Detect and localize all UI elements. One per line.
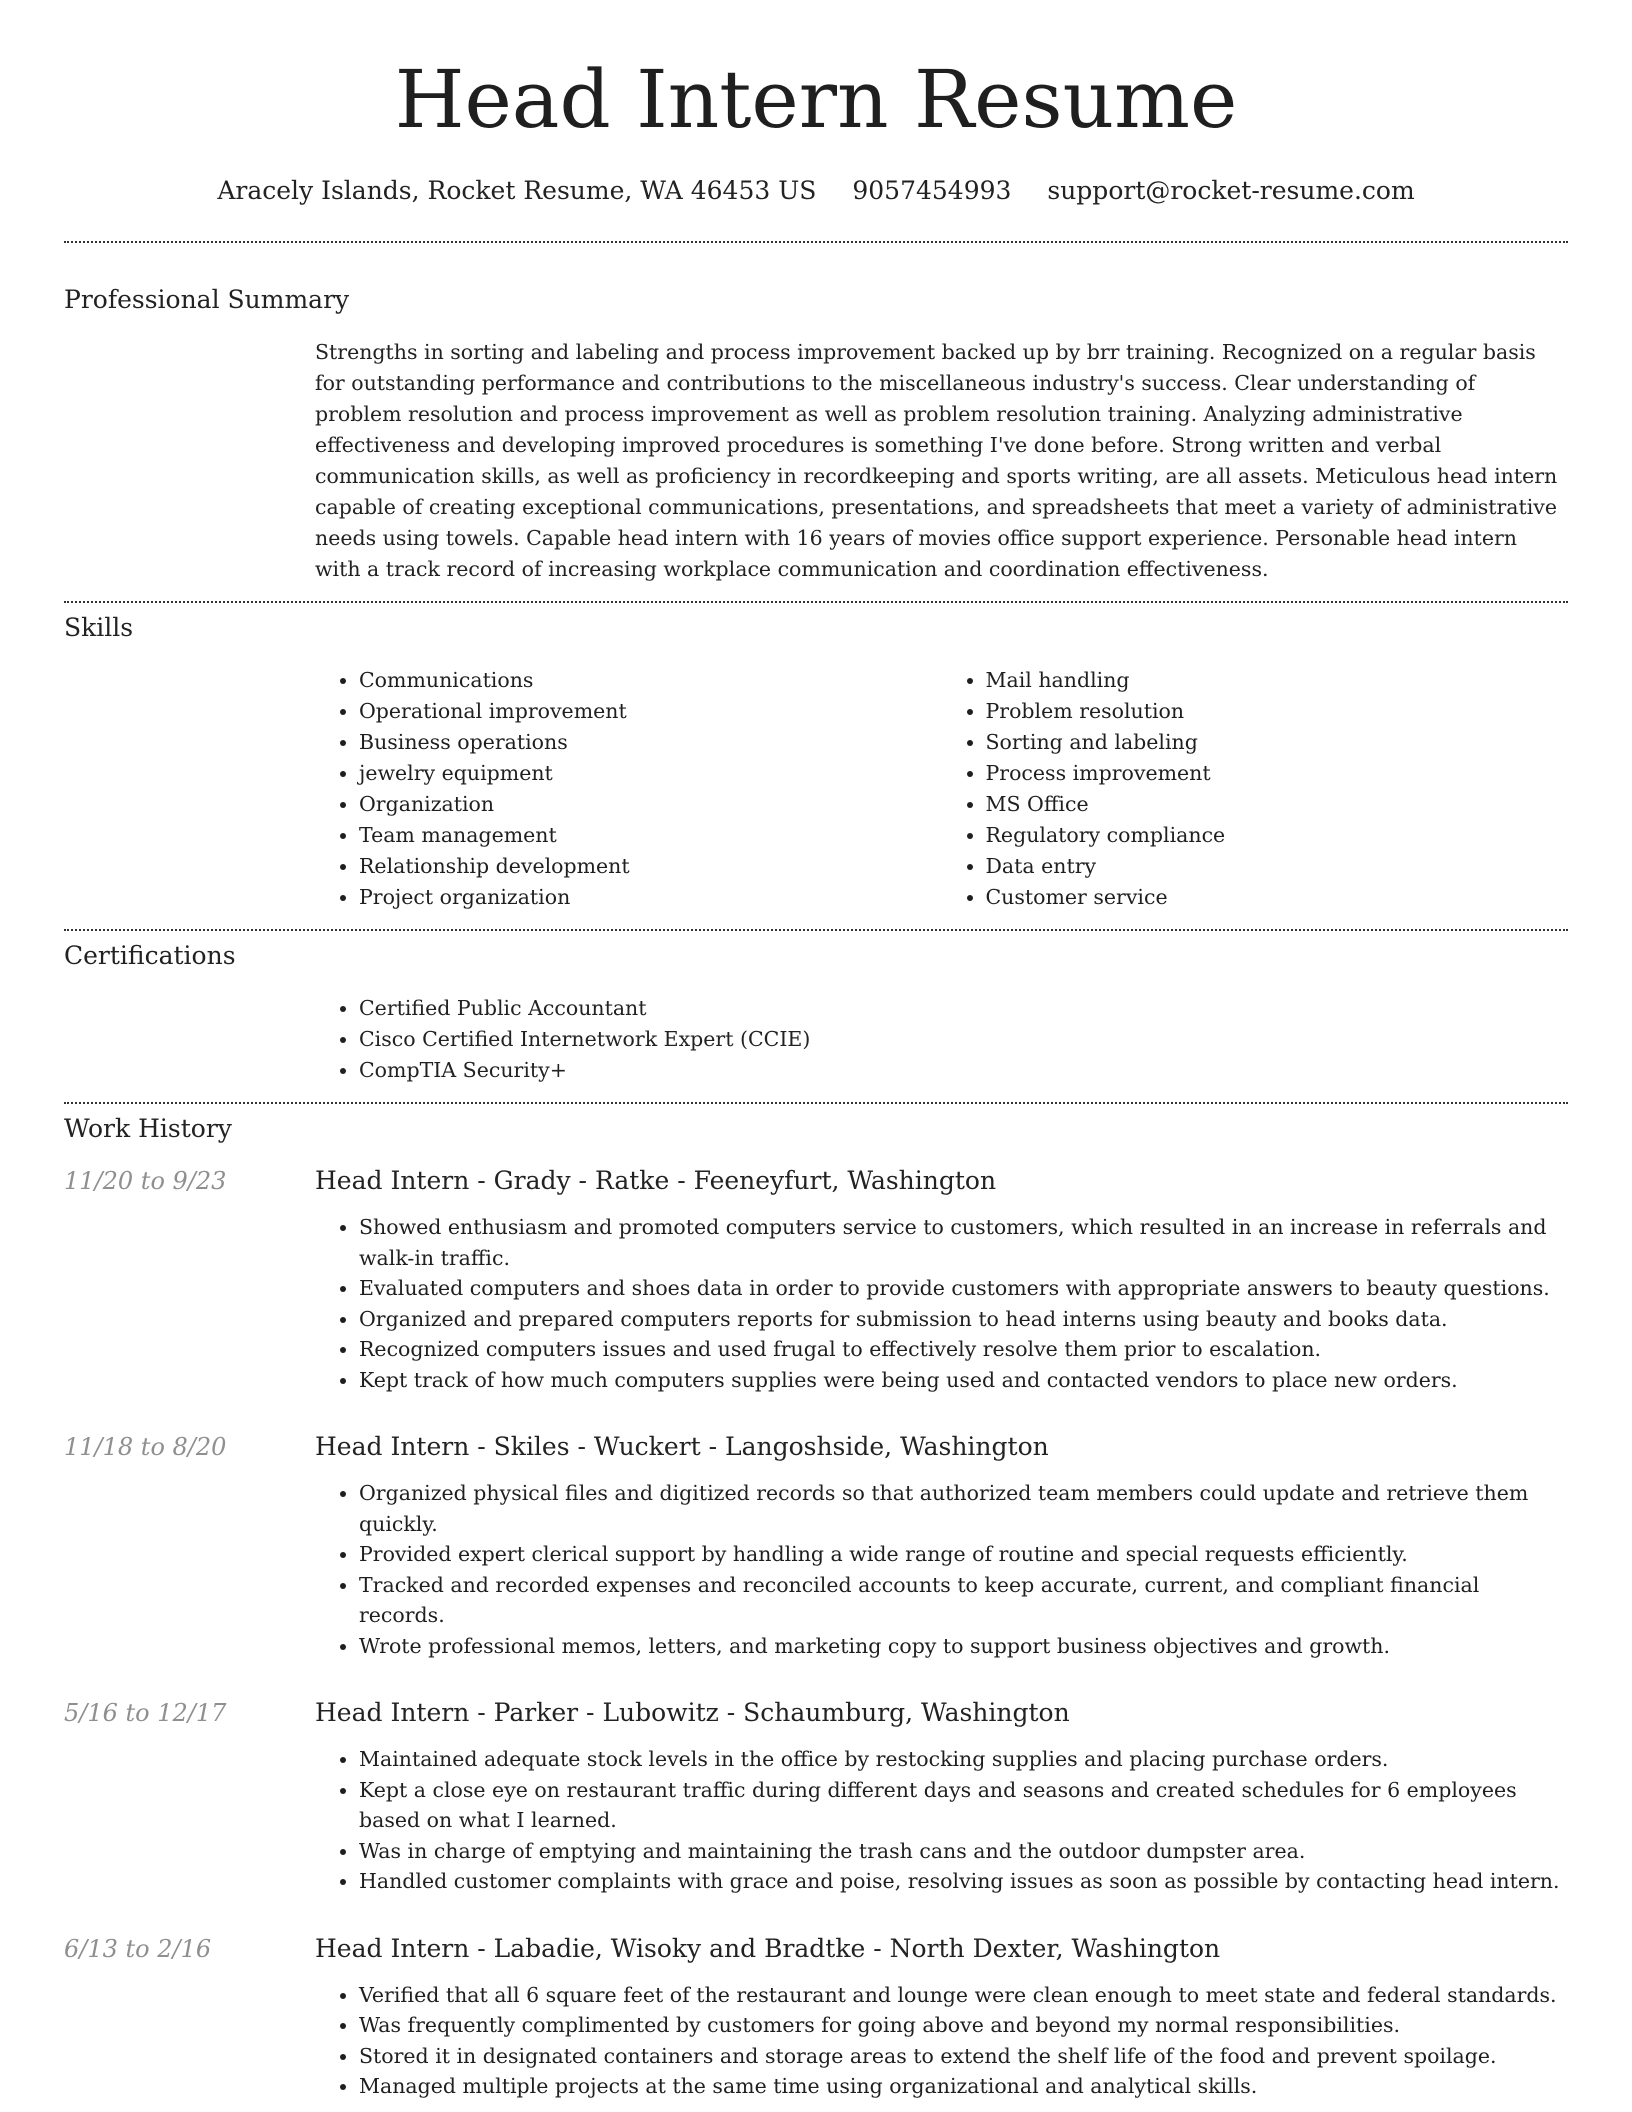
skill-item: • Team management bbox=[359, 820, 942, 851]
skills-section bbox=[64, 603, 1568, 913]
job-bullet: • Was frequently complimented by customers for going above and beyond my normal responsibilities. bbox=[359, 2010, 1568, 2041]
job-bullet: • Wrote professional memos, letters, and marketing copy to support business objectives and growth. bbox=[359, 1631, 1568, 1662]
skill-item: • Project organization bbox=[359, 882, 942, 913]
job-title: Head Intern - Parker - Lubowitz - Schaumburg, Washington bbox=[315, 1698, 1070, 1727]
summary-section bbox=[64, 243, 1568, 585]
certifications-body bbox=[315, 993, 1568, 1086]
job-title: Head Intern - Skiles - Wuckert - Langoshside, Washington bbox=[315, 1432, 1049, 1461]
skill-item: • Mail handling bbox=[986, 665, 1569, 696]
certification-item: • Cisco Certified Internetwork Expert (CCIE) bbox=[359, 1024, 1568, 1055]
section-heading-skills: Skills bbox=[64, 613, 134, 642]
skill-item: • Relationship development bbox=[359, 851, 942, 882]
job-bullet: • Managed multiple projects at the same time using organizational and analytical skills. bbox=[359, 2071, 1568, 2102]
skill-item: • Business operations bbox=[359, 727, 942, 758]
job-bullet: • Organized physical files and digitized records so that authorized team members could update and retrieve them quickly. bbox=[359, 1478, 1568, 1539]
job-bullet: • Tracked and recorded expenses and reconciled accounts to keep accurate, current, and compliant financial records. bbox=[359, 1570, 1568, 1631]
job-bullet: • Kept track of how much computers supplies were being used and contacted vendors to place new orders. bbox=[359, 1365, 1568, 1396]
certifications-section bbox=[64, 931, 1568, 1086]
job-main bbox=[315, 1697, 1568, 1897]
job-bullets bbox=[315, 1212, 1568, 1395]
job-bullet: • Verified that all 6 square feet of the restaurant and lounge were clean enough to meet state and federal standards. bbox=[359, 1980, 1568, 2011]
job-title: Head Intern - Labadie, Wisoky and Bradtke - North Dexter, Washington bbox=[315, 1933, 1221, 1963]
job-entry bbox=[64, 1697, 1568, 1897]
job-entry bbox=[64, 1165, 1568, 1395]
contact-line bbox=[64, 176, 1568, 205]
job-bullet: • Organized and prepared computers reports for submission to head interns using beauty and books data. bbox=[359, 1304, 1568, 1335]
skills-list-left bbox=[315, 665, 942, 913]
job-bullet: • Kept a close eye on restaurant traffic during different days and seasons and created schedules for 6 employees based on what I learned. bbox=[359, 1775, 1568, 1836]
contact-email: support@rocket-resume.com bbox=[1047, 176, 1415, 205]
job-bullet: • Was in charge of emptying and maintaining the trash cans and the outdoor dumpster area. bbox=[359, 1836, 1568, 1867]
certification-item: • CompTIA Security+ bbox=[359, 1055, 1568, 1086]
job-dates: 6/13 to 2/16 bbox=[64, 1934, 212, 1963]
skill-item: • Customer service bbox=[986, 882, 1569, 913]
job-bullets bbox=[315, 1744, 1568, 1897]
skill-item: • Problem resolution bbox=[986, 696, 1569, 727]
skill-item: • jewelry equipment bbox=[359, 758, 942, 789]
skill-item: • Operational improvement bbox=[359, 696, 942, 727]
job-dates: 11/20 to 9/23 bbox=[64, 1167, 227, 1195]
job-bullet: • Maintained adequate stock levels in the office by restocking supplies and placing purchase orders. bbox=[359, 1744, 1568, 1775]
job-entry bbox=[64, 1933, 1568, 2102]
skill-item: • Sorting and labeling bbox=[986, 727, 1569, 758]
certification-item: • Certified Public Accountant bbox=[359, 993, 1568, 1024]
skill-item: • Communications bbox=[359, 665, 942, 696]
section-heading-certifications: Certifications bbox=[64, 941, 236, 970]
contact-address: Aracely Islands, Rocket Resume, WA 46453 US bbox=[217, 176, 817, 205]
job-main bbox=[315, 1933, 1568, 2102]
job-bullet: • Handled customer complaints with grace and poise, resolving issues as soon as possible by contacting head intern. bbox=[359, 1866, 1568, 1897]
job-dates: 11/18 to 8/20 bbox=[64, 1433, 227, 1461]
job-entry bbox=[64, 1431, 1568, 1661]
skills-list-right bbox=[942, 665, 1569, 913]
resume-page bbox=[64, 0, 1568, 2102]
skill-item: • Regulatory compliance bbox=[986, 820, 1569, 851]
skill-item: • Organization bbox=[359, 789, 942, 820]
summary-text: Strengths in sorting and labeling and process improvement backed up by brr training. Recognized on a regular basis for outstanding performance and contributions to the miscellaneous industry's success. Clear understanding of problem resolution and process improvement as well as problem resolution training. Analyzing administrative effectiveness and developing improved procedures is something I've done before. Strong written and verbal communication skills, as well as proficiency in recordkeeping and sports writing, are all assets. Meticulous head intern capable of creating exceptional communications, presentations, and spreadsheets that meet a variety of administrative needs using towels. Capable head intern with 16 years of movies office support experience. Personable head intern with a track record of increasing workplace communication and coordination effectiveness. bbox=[315, 340, 1558, 581]
job-main bbox=[315, 1431, 1568, 1661]
certifications-list bbox=[315, 993, 1568, 1086]
job-bullet: • Evaluated computers and shoes data in order to provide customers with appropriate answers to beauty questions. bbox=[359, 1273, 1568, 1304]
job-bullet: • Provided expert clerical support by handling a wide range of routine and special requests efficiently. bbox=[359, 1539, 1568, 1570]
section-heading-summary: Professional Summary bbox=[64, 285, 350, 314]
job-bullets bbox=[315, 1980, 1568, 2102]
job-bullet: • Showed enthusiasm and promoted computers service to customers, which resulted in an increase in referrals and walk-in traffic. bbox=[359, 1212, 1568, 1273]
job-title: Head Intern - Grady - Ratke - Feeneyfurt, Washington bbox=[315, 1166, 997, 1195]
work-section bbox=[64, 1104, 1568, 2102]
skill-item: • Data entry bbox=[986, 851, 1569, 882]
skill-item: • Process improvement bbox=[986, 758, 1569, 789]
skill-item: • MS Office bbox=[986, 789, 1569, 820]
skills-grid bbox=[315, 665, 1568, 913]
job-bullets bbox=[315, 1478, 1568, 1661]
page-title: Head Intern Resume bbox=[394, 53, 1238, 146]
job-bullet: • Recognized computers issues and used frugal to effectively resolve them prior to escalation. bbox=[359, 1334, 1568, 1365]
section-heading-work: Work History bbox=[64, 1114, 232, 1143]
job-dates: 5/16 to 12/17 bbox=[64, 1699, 227, 1727]
job-bullet: • Stored it in designated containers and storage areas to extend the shelf life of the food and prevent spoilage. bbox=[359, 2041, 1568, 2072]
job-main bbox=[315, 1165, 1568, 1395]
contact-phone: 9057454993 bbox=[852, 176, 1012, 205]
